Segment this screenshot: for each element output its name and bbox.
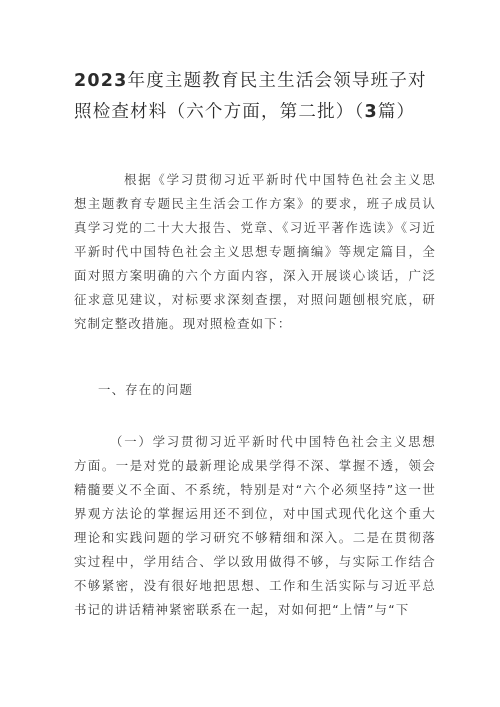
title-year: 2023: [74, 71, 128, 91]
title-text: 年度主题教育民主生活会领导班子对照检查材料（六个方面，第二批）（: [74, 71, 427, 122]
intro-paragraph: 根据《学习贯彻习近平新时代中国特色社会主义思想主题教育专题民主生活会工作方案》的要求，班子成员认真学习党的二十大大报告、党章、《习近平著作选读》《习近平新时代中国特色社会主义思想专题摘编》等规定篇目，全面对照方案明确的六个方面内容，深入开展谈心谈话，广泛征求意见建议，对标要求深刻查摆，对照问题刨根究底，研究制定整改措施。现对照检查如下：: [74, 172, 436, 331]
title-suffix: 篇）: [377, 102, 416, 122]
section-paragraph: （一）学习贯彻习近平新时代中国特色社会主义思想方面。一是对党的最新理论成果学得不深、掌握不透，领会精髓要义不全面、不系统，特别是对“六个必须坚持”这一世界观方法论的掌握运用还不到位，对中国式现代化这个重大理论和实践问题的学习研究不够精细和深入。二是在贯彻落实过程中，学用结合、学以致用做得不够，与实际工作结合不够紧密，没有很好地把思想、工作和生活实际与习近平总书记的讲话精神紧密联系在一起，对如何把“上情”与“下: [74, 434, 436, 617]
section-heading: 一、存在的问题: [98, 382, 194, 397]
title-count: 3: [364, 102, 378, 122]
document-title: [74, 66, 434, 128]
